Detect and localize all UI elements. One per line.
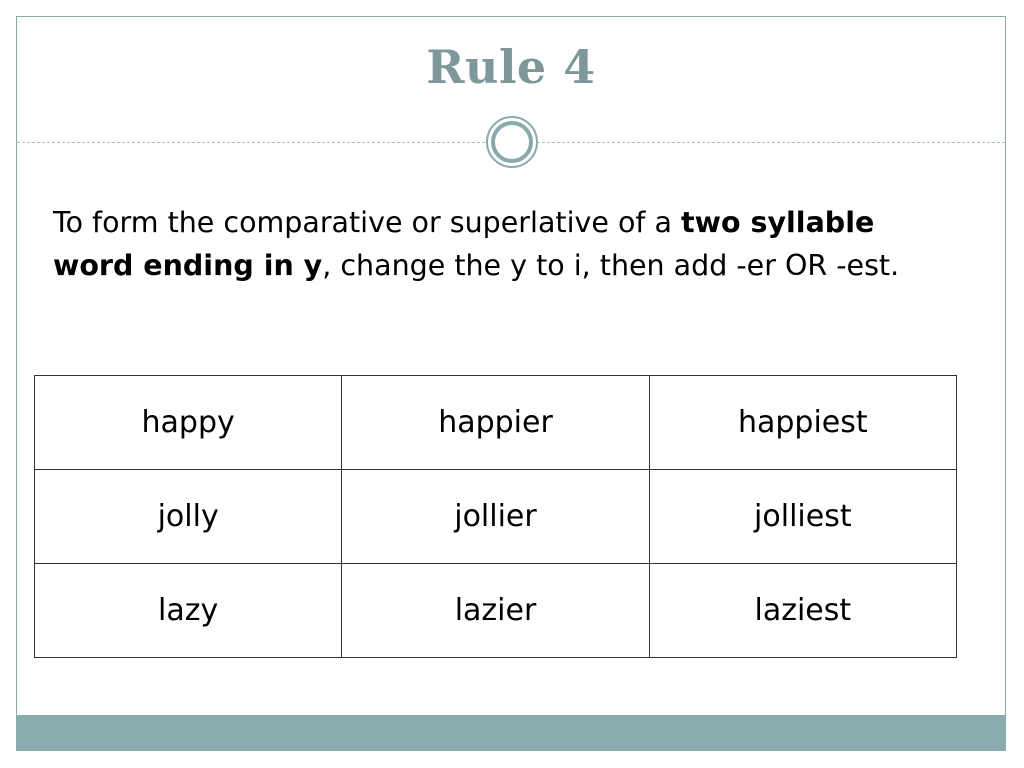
rule-text-outro: , change the y to i, then add -er OR -est. — [322, 249, 900, 282]
table-cell: jolly — [35, 470, 342, 564]
table-cell: laziest — [649, 564, 956, 658]
table-row — [35, 376, 957, 470]
table-cell: lazy — [35, 564, 342, 658]
table-cell: happier — [342, 376, 649, 470]
word-forms-table — [34, 375, 957, 658]
rule-description — [53, 201, 963, 287]
rule-text-intro: To form the comparative or superlative of a — [53, 206, 682, 239]
table-cell: happiest — [649, 376, 956, 470]
table-row — [35, 564, 957, 658]
footer-bar — [16, 715, 1006, 751]
table-row — [35, 470, 957, 564]
rule-text-emphasis: two syllable word ending in y — [53, 206, 875, 282]
table-cell: lazier — [342, 564, 649, 658]
table-cell: jolliest — [649, 470, 956, 564]
table-cell: jollier — [342, 470, 649, 564]
slide-title: Rule 4 — [426, 40, 596, 94]
circle-ornament-icon — [486, 116, 538, 168]
table-cell: happy — [35, 376, 342, 470]
